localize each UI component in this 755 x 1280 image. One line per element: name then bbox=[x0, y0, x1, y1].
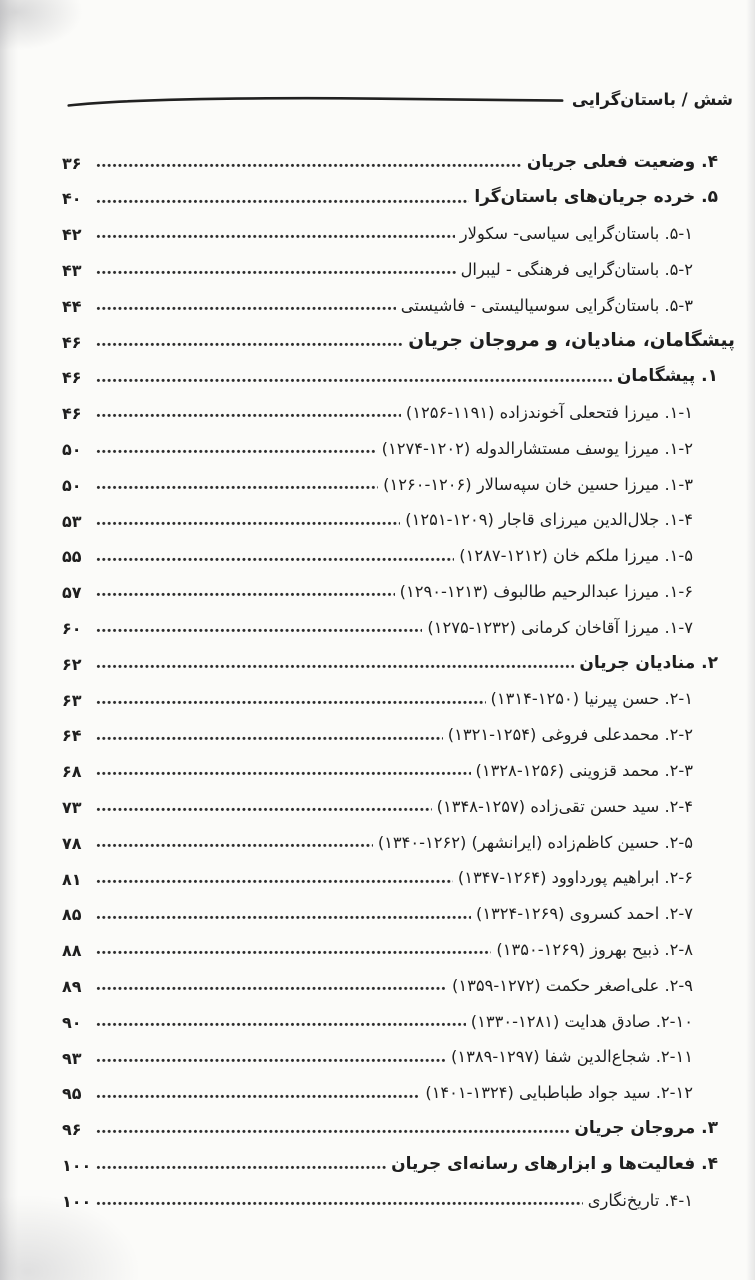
toc-entry-title: ۲-۵. حسین کاظم‌زاده (ایرانشهر) (۱۲۶۲-۱۳۴۰) bbox=[377, 832, 693, 852]
dotted-leader bbox=[96, 199, 469, 204]
toc-entry bbox=[62, 209, 735, 245]
dotted-leader bbox=[96, 628, 422, 633]
dotted-leader bbox=[96, 557, 454, 562]
toc-entry-title: ۴-۱. تاریخ‌نگاری bbox=[587, 1190, 693, 1210]
toc-entry-title: ۲-۱. حسن پیرنیا (۱۲۵۰-۱۳۱۴) bbox=[490, 689, 693, 709]
toc-entry-title: ۵-۳. باستان‌گرایی سوسیالیستی - فاشیستی bbox=[400, 295, 693, 315]
dotted-leader bbox=[96, 413, 401, 418]
toc-entry bbox=[62, 746, 735, 782]
toc-entry-title: ۱-۶. میرزا عبدالرحیم طالبوف (۱۲۱۳-۱۲۹۰) bbox=[399, 582, 693, 601]
toc-entry-page: ۷۸ bbox=[62, 833, 82, 853]
toc-entry-title: ۲-۲. محمدعلی فروغی (۱۲۵۴-۱۳۲۱) bbox=[447, 725, 693, 745]
dotted-leader bbox=[96, 449, 377, 454]
toc-entry-page: ۶۳ bbox=[62, 690, 82, 710]
toc-entry bbox=[62, 567, 735, 603]
dotted-leader bbox=[96, 234, 455, 239]
toc-entry bbox=[62, 388, 735, 424]
toc-entry-page: ۴۶ bbox=[62, 404, 82, 424]
toc-entry bbox=[62, 316, 735, 352]
toc-entry-title: ۲-۱۲. سید جواد طباطبایی (۱۳۲۴-۱۴۰۱) bbox=[425, 1083, 693, 1103]
dotted-leader bbox=[96, 1022, 466, 1027]
toc-entry-page: ۵۰ bbox=[62, 439, 82, 459]
toc-entry bbox=[62, 495, 735, 531]
toc-entry bbox=[62, 280, 735, 316]
toc-entry bbox=[62, 459, 735, 495]
toc-entry bbox=[62, 674, 735, 710]
toc-entry-page: ۴۴ bbox=[62, 296, 82, 316]
dotted-leader bbox=[96, 1094, 420, 1099]
toc-entry-title: ۲-۱۱. شجاع‌الدین شفا (۱۲۹۷-۱۳۸۹) bbox=[451, 1047, 693, 1067]
toc-entry bbox=[62, 1104, 735, 1140]
toc-entry bbox=[62, 423, 735, 459]
toc-entry bbox=[62, 1175, 735, 1211]
dotted-leader bbox=[96, 700, 486, 705]
toc-entry-title: ۱. پیشگامان bbox=[616, 366, 718, 387]
toc-entry-page: ۵۰ bbox=[62, 475, 82, 495]
toc-entry-title: ۲-۱۰. صادق هدایت (۱۲۸۱-۱۳۳۰) bbox=[470, 1011, 693, 1031]
toc-entry-page: ۵۵ bbox=[62, 547, 82, 567]
toc-entry-title: پیشگامان، منادیان، و مروجان جریان bbox=[408, 329, 735, 351]
dotted-leader bbox=[96, 521, 400, 526]
toc-entry-page: ۶۰ bbox=[62, 618, 82, 638]
dotted-leader bbox=[96, 1058, 446, 1063]
dotted-leader bbox=[96, 807, 432, 812]
toc-entry bbox=[62, 173, 735, 209]
toc-entry-title: ۱-۷. میرزا آقاخان کرمانی (۱۲۳۲-۱۲۷۵) bbox=[427, 617, 693, 637]
toc-entry-page: ۹۳ bbox=[62, 1048, 82, 1068]
toc-entry-title: ۵-۲. باستان‌گرایی فرهنگی - لیبرال bbox=[460, 259, 693, 279]
dotted-leader bbox=[96, 1201, 583, 1206]
toc-entry bbox=[62, 1068, 735, 1104]
toc-entry bbox=[62, 925, 735, 961]
toc-entry-title: ۱-۵. میرزا ملکم خان (۱۲۱۲-۱۲۸۷) bbox=[459, 546, 693, 566]
dotted-leader bbox=[96, 950, 491, 955]
dotted-leader bbox=[96, 771, 471, 776]
dotted-leader bbox=[96, 664, 574, 669]
toc-entry-page: ۴۲ bbox=[62, 225, 82, 245]
toc-entry-page: ۸۹ bbox=[62, 976, 82, 996]
toc-entry bbox=[62, 889, 735, 925]
dotted-leader bbox=[96, 1129, 569, 1134]
toc-entry-title: ۲-۶. ابراهیم پورداوود (۱۲۶۴-۱۳۴۷) bbox=[457, 868, 693, 888]
dotted-leader bbox=[96, 306, 396, 311]
page-header bbox=[66, 90, 733, 110]
toc-entry-title: ۲-۷. احمد کسروی (۱۲۶۹-۱۳۲۴) bbox=[475, 904, 693, 924]
toc-entry-page: ۳۶ bbox=[62, 153, 82, 173]
toc-entry bbox=[62, 817, 735, 853]
toc-entry-title: ۴. وضعیت فعلی جریان bbox=[526, 151, 718, 172]
dotted-leader bbox=[96, 879, 453, 884]
toc-entry-page: ۸۱ bbox=[62, 869, 82, 889]
toc-entry-title: ۲-۹. علی‌اصغر حکمت (۱۲۷۲-۱۳۵۹) bbox=[452, 975, 693, 995]
toc-entry bbox=[62, 853, 735, 889]
toc-entry-page: ۴۶ bbox=[62, 332, 82, 352]
toc-entry bbox=[62, 996, 735, 1032]
toc-entry-page: ۴۰ bbox=[62, 189, 82, 209]
toc-entry-title: ۱-۱. میرزا فتحعلی آخوندزاده (۱۱۹۱-۱۲۵۶) bbox=[405, 403, 693, 423]
toc-entry bbox=[62, 137, 735, 173]
dotted-leader bbox=[96, 270, 456, 275]
toc-entry-page: ۸۸ bbox=[62, 941, 82, 961]
toc-entry-title: ۱-۳. میرزا حسین خان سپه‌سالار (۱۲۰۶-۱۲۶۰) bbox=[383, 474, 693, 494]
dotted-leader bbox=[96, 1165, 386, 1170]
toc-entry bbox=[62, 960, 735, 996]
toc-entry-page: ۵۳ bbox=[62, 511, 82, 531]
toc-entry bbox=[62, 1139, 735, 1175]
toc-entry-page: ۸۵ bbox=[62, 905, 82, 925]
toc-entry-title: ۵-۱. باستان‌گرایی سیاسی- سکولار bbox=[459, 224, 693, 244]
dotted-leader bbox=[96, 342, 403, 347]
toc-entry-title: ۲-۴. سید حسن تقی‌زاده (۱۲۵۷-۱۳۴۸) bbox=[436, 796, 693, 816]
toc-entry-page: ۶۲ bbox=[62, 654, 82, 674]
toc-entry-title: ۲-۸. ذبیح بهروز (۱۲۶۹-۱۳۵۰) bbox=[496, 939, 693, 959]
toc-entry bbox=[62, 638, 735, 674]
toc-entry-title: ۱-۲. میرزا یوسف مستشارالدوله (۱۲۰۲-۱۲۷۴) bbox=[381, 438, 693, 458]
running-head: شش / باستان‌گرایی bbox=[571, 90, 733, 109]
dotted-leader bbox=[96, 843, 373, 848]
dotted-leader bbox=[96, 986, 447, 991]
dotted-leader bbox=[96, 485, 378, 490]
toc-entry-title: ۵. خرده جریان‌های باستان‌گرا bbox=[474, 187, 718, 208]
toc-entry-page: ۱۰۰ bbox=[62, 1155, 92, 1175]
toc-entry bbox=[62, 244, 735, 280]
toc-entry-title: ۴. فعالیت‌ها و ابزارهای رسانه‌ای جریان bbox=[391, 1153, 718, 1174]
toc-entry-page: ۴۶ bbox=[62, 368, 82, 388]
toc-entry-page: ۱۰۰ bbox=[62, 1191, 92, 1211]
toc-entry bbox=[62, 781, 735, 817]
dotted-leader bbox=[96, 592, 395, 597]
dotted-leader bbox=[96, 378, 612, 383]
toc-entry-page: ۹۵ bbox=[62, 1084, 82, 1104]
toc-entry bbox=[62, 1032, 735, 1068]
toc-entry-title: ۲. منادیان جریان bbox=[579, 652, 718, 673]
toc-entry-page: ۶۴ bbox=[62, 726, 82, 746]
toc-entry-title: ۲-۳. محمد قزوینی (۱۲۵۶-۱۳۲۸) bbox=[475, 760, 693, 780]
toc-list bbox=[62, 137, 735, 1211]
dotted-leader bbox=[96, 163, 522, 168]
toc-entry bbox=[62, 352, 735, 388]
toc-entry-page: ۶۸ bbox=[62, 762, 82, 782]
dotted-leader bbox=[96, 736, 443, 741]
toc-entry bbox=[62, 531, 735, 567]
toc-entry-title: ۱-۴. جلال‌الدین میرزای قاجار (۱۲۰۹-۱۲۵۱) bbox=[405, 510, 693, 530]
toc-entry-title: ۳. مروجان جریان bbox=[574, 1118, 718, 1139]
toc-entry bbox=[62, 602, 735, 638]
toc-entry-page: ۷۳ bbox=[62, 797, 82, 817]
toc-entry-page: ۹۶ bbox=[62, 1120, 82, 1140]
toc-entry bbox=[62, 710, 735, 746]
toc-entry-page: ۵۷ bbox=[62, 583, 82, 603]
toc-entry-page: ۴۳ bbox=[62, 261, 82, 280]
dotted-leader bbox=[96, 915, 471, 920]
header-rule-line bbox=[66, 92, 565, 108]
toc-entry-page: ۹۰ bbox=[62, 1012, 82, 1032]
